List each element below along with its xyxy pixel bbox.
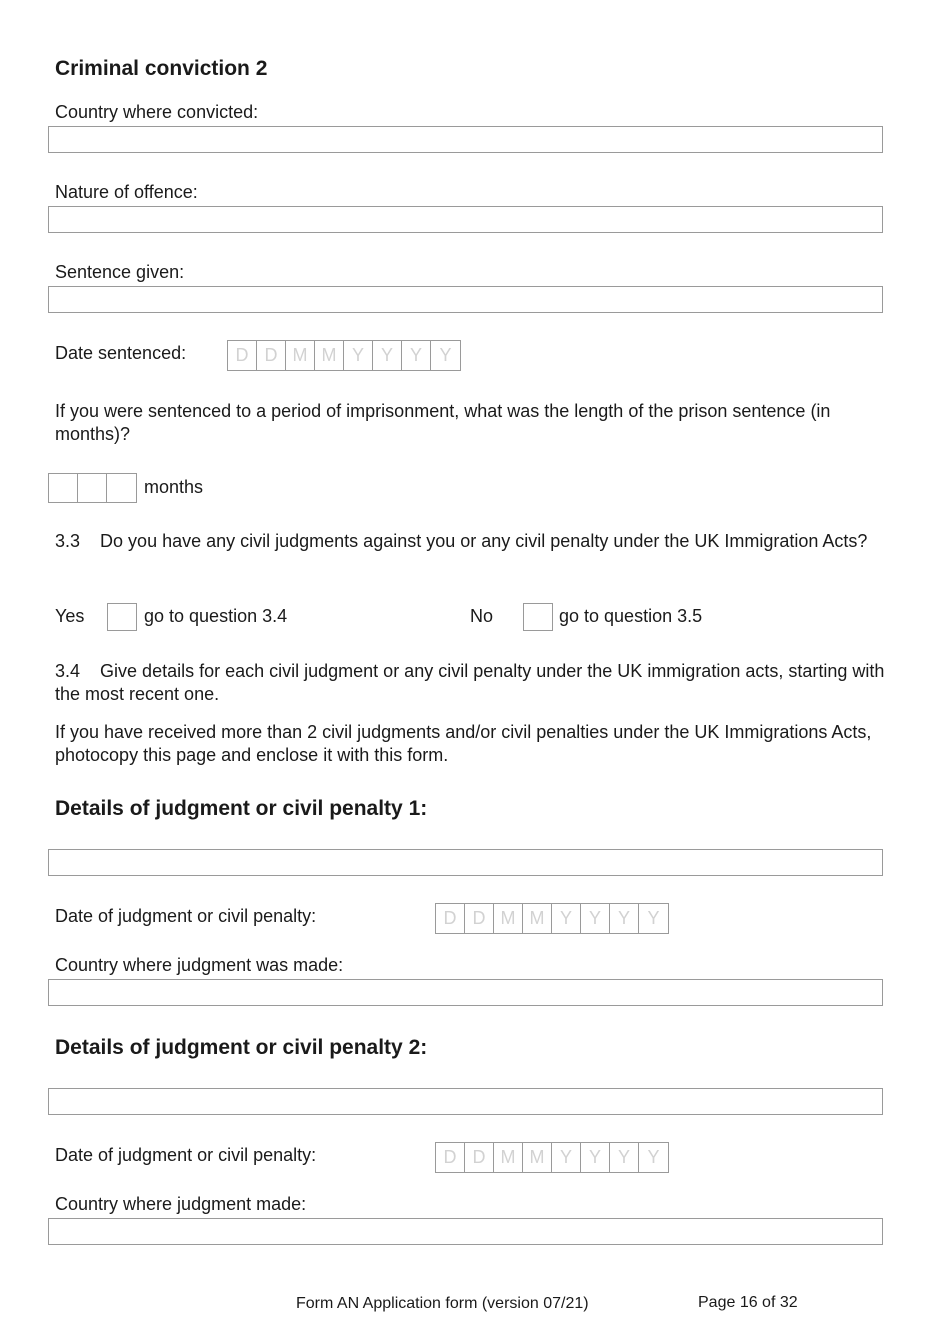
penalty-2-country-label: Country where judgment made: [55, 1194, 307, 1214]
sentence-field[interactable] [48, 286, 883, 313]
date-month-cell[interactable]: M [315, 341, 344, 370]
penalty-2-details-field[interactable] [48, 1088, 883, 1115]
penalty-1-details-field[interactable] [48, 849, 883, 876]
date-sentenced-field[interactable] [227, 340, 461, 371]
months-digit-cell[interactable] [107, 474, 136, 502]
penalty-1-country-label: Country where judgment was made: [55, 955, 344, 975]
question-number: 3.4 [55, 661, 81, 681]
yes-goto-label: go to question 3.4 [144, 606, 288, 626]
date-year-cell[interactable]: Y [581, 1143, 610, 1172]
date-year-cell[interactable]: Y [647, 1147, 660, 1167]
footer-page-number: Page 16 of 32 [698, 1294, 798, 1311]
date-month-cell[interactable]: M [523, 1143, 552, 1172]
country-convicted-field[interactable] [48, 126, 883, 153]
no-label: No [470, 606, 494, 626]
date-day-cell[interactable]: D [436, 904, 465, 933]
date-year-cell[interactable]: Y [610, 904, 639, 933]
months-field[interactable] [48, 473, 137, 503]
date-year-cell[interactable]: Y [552, 1143, 581, 1172]
penalty-2-date-field[interactable] [435, 1142, 669, 1173]
date-year-cell[interactable]: Y [647, 908, 660, 928]
date-year-cell[interactable]: Y [344, 341, 373, 370]
date-day-cell[interactable]: D [465, 1143, 494, 1172]
question-text: Give details for each civil judgment or any civil penalty under the UK immigration acts, starting with the most recent one. [55, 661, 885, 704]
date-year-cell[interactable]: Y [552, 904, 581, 933]
conviction-heading: Criminal conviction 2 [55, 57, 268, 80]
months-label: months [144, 477, 204, 497]
question-text: Do you have any civil judgments against you or any civil penalty under the UK Immigration Acts? [100, 531, 868, 551]
date-day-cell[interactable]: D [228, 341, 257, 370]
question-3-4 [55, 660, 895, 706]
penalty-1-heading: Details of judgment or civil penalty 1: [55, 797, 428, 820]
yes-checkbox[interactable] [107, 603, 137, 631]
date-month-cell[interactable]: M [286, 341, 315, 370]
yes-label: Yes [55, 606, 85, 626]
date-year-cell[interactable]: Y [439, 345, 452, 365]
date-year-cell[interactable]: Y [402, 341, 431, 370]
country-convicted-label: Country where convicted: [55, 102, 259, 122]
penalty-1-date-field[interactable] [435, 903, 669, 934]
penalty-2-heading: Details of judgment or civil penalty 2: [55, 1036, 428, 1059]
question-3-3 [55, 530, 895, 553]
penalty-2-date-label: Date of judgment or civil penalty: [55, 1145, 317, 1165]
date-sentenced-label: Date sentenced: [55, 343, 187, 363]
date-year-cell[interactable]: Y [373, 341, 402, 370]
photocopy-note: If you have received more than 2 civil judgments and/or civil penalties under the UK Immigrations Acts, photocopy this page and enclose it with this form. [55, 722, 872, 765]
date-day-cell[interactable]: D [465, 904, 494, 933]
date-year-cell[interactable]: Y [581, 904, 610, 933]
date-month-cell[interactable]: M [523, 904, 552, 933]
no-checkbox[interactable] [523, 603, 553, 631]
footer-form-name: Form AN Application form (version 07/21) [296, 1295, 589, 1312]
offence-field[interactable] [48, 206, 883, 233]
date-year-cell[interactable]: Y [610, 1143, 639, 1172]
penalty-2-country-field[interactable] [48, 1218, 883, 1245]
prison-question: If you were sentenced to a period of imprisonment, what was the length of the prison sentence (in months)? [55, 401, 831, 444]
date-month-cell[interactable]: M [494, 1143, 523, 1172]
offence-label: Nature of offence: [55, 182, 198, 202]
months-digit-cell[interactable] [78, 474, 107, 502]
penalty-1-date-label: Date of judgment or civil penalty: [55, 906, 317, 926]
months-digit-cell[interactable] [49, 474, 78, 502]
date-day-cell[interactable]: D [257, 341, 286, 370]
sentence-label: Sentence given: [55, 262, 185, 282]
date-day-cell[interactable]: D [436, 1143, 465, 1172]
penalty-1-country-field[interactable] [48, 979, 883, 1006]
no-goto-label: go to question 3.5 [559, 606, 703, 626]
date-month-cell[interactable]: M [494, 904, 523, 933]
question-number: 3.3 [55, 531, 81, 551]
